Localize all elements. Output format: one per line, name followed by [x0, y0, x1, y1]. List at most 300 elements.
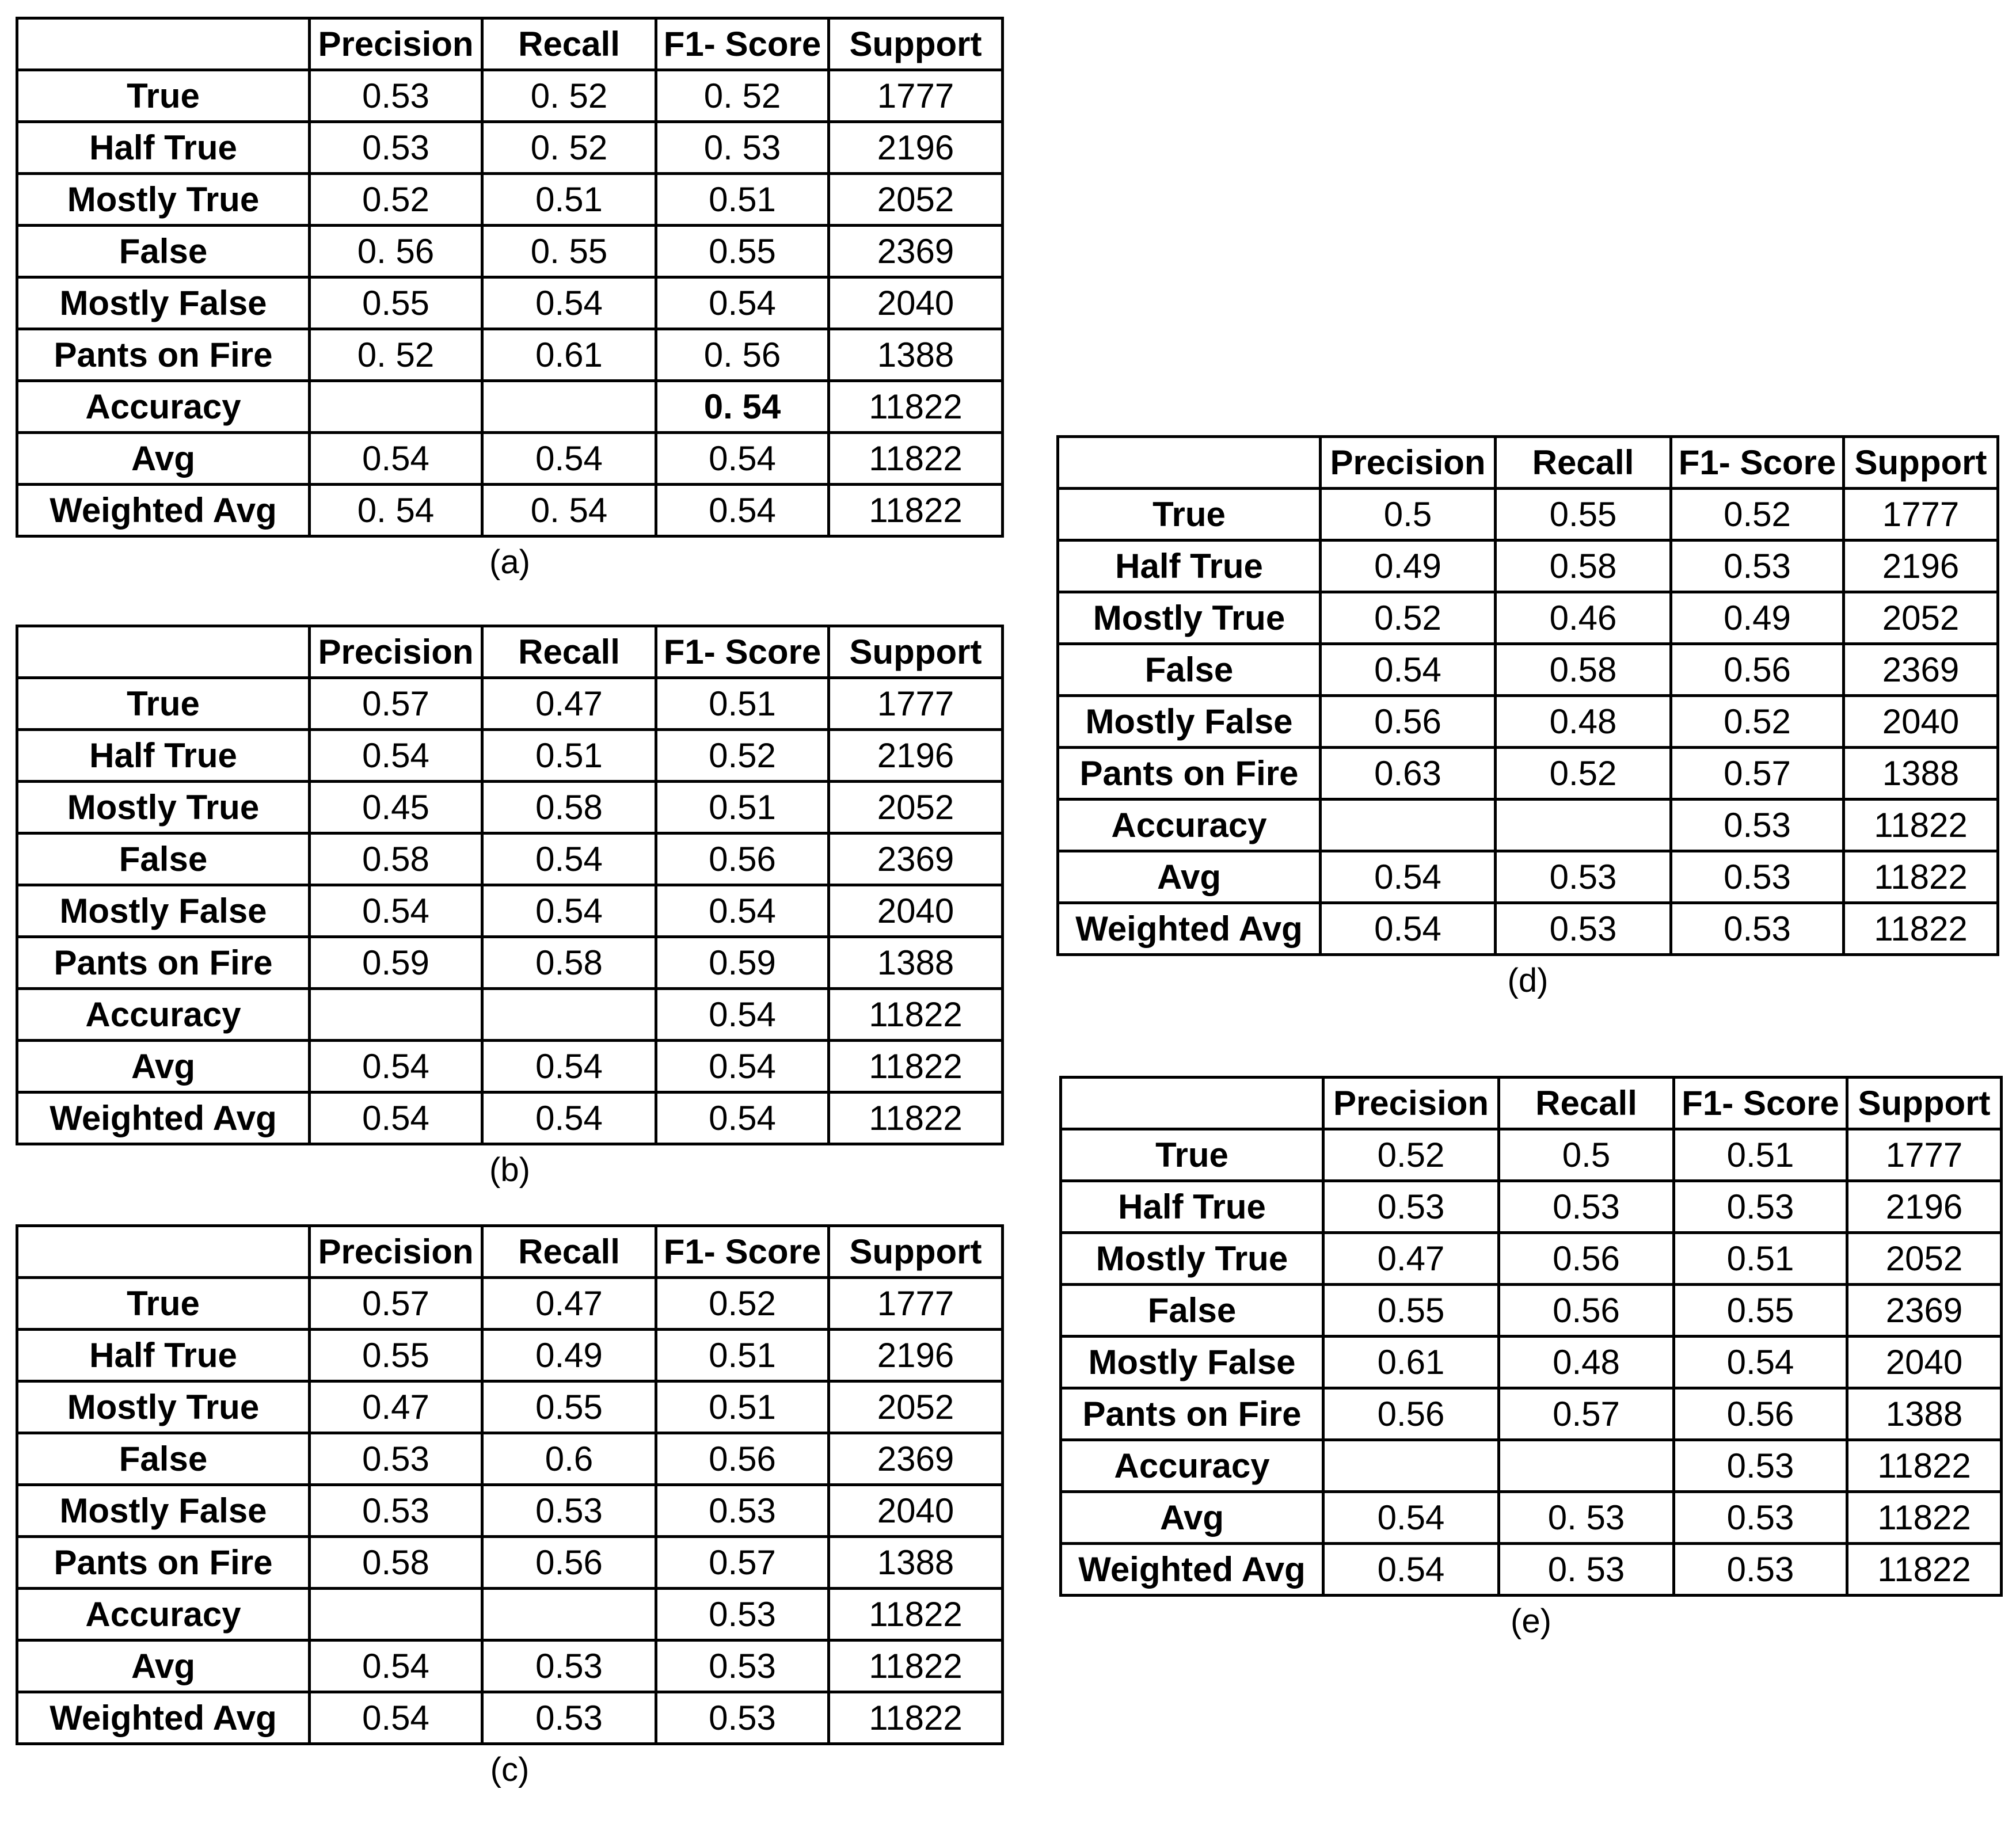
cell-precision	[310, 989, 482, 1041]
cell-support: 11822	[829, 433, 1003, 485]
row-label-avg: Avg	[17, 1041, 310, 1092]
cell-support: 2369	[829, 226, 1003, 277]
cell-recall: 0. 55	[482, 226, 656, 277]
cell-recall: 0. 52	[482, 122, 656, 174]
corner-cell	[1058, 437, 1321, 489]
row-label-accuracy: Accuracy	[1061, 1440, 1323, 1492]
column-header-precision: Precision	[1323, 1078, 1499, 1129]
cell-recall: 0.46	[1496, 592, 1671, 644]
row-label-mostly-false: Mostly False	[17, 885, 310, 937]
column-header-precision: Precision	[310, 18, 482, 70]
table-caption: (e)	[1511, 1602, 1551, 1640]
cell-precision: 0.58	[310, 1537, 482, 1589]
table-row	[17, 885, 1003, 937]
cell-recall: 0.58	[1496, 540, 1671, 592]
row-label-mostly-false: Mostly False	[1061, 1337, 1323, 1388]
table-row	[17, 1433, 1003, 1485]
cell-recall	[1496, 800, 1671, 851]
table-row	[1058, 644, 1998, 696]
cell-recall: 0.54	[482, 277, 656, 329]
row-label-true: True	[17, 70, 310, 122]
cell-support: 2052	[1844, 592, 1998, 644]
cell-precision: 0.54	[1323, 1544, 1499, 1596]
cell-precision: 0.53	[310, 1485, 482, 1537]
table-caption: (b)	[489, 1151, 530, 1189]
cell-precision: 0.5	[1321, 489, 1496, 540]
cell-support: 1388	[1844, 748, 1998, 800]
table-row	[1058, 540, 1998, 592]
table-row	[17, 122, 1003, 174]
cell-f1-score: 0. 53	[656, 122, 829, 174]
cell-f1-score: 0. 54	[656, 381, 829, 433]
header-row	[17, 18, 1003, 70]
cell-f1-score: 0.51	[656, 782, 829, 833]
table-row	[17, 433, 1003, 485]
cell-recall	[482, 989, 656, 1041]
cell-precision: 0.55	[310, 277, 482, 329]
metrics-table	[1056, 435, 1999, 956]
header-row	[17, 1226, 1003, 1278]
table-row	[1061, 1181, 2002, 1233]
cell-precision: 0.55	[310, 1330, 482, 1381]
cell-f1-score: 0. 56	[656, 329, 829, 381]
row-label-pants-on-fire: Pants on Fire	[1061, 1388, 1323, 1440]
cell-precision: 0.57	[310, 1278, 482, 1330]
cell-support: 11822	[1847, 1492, 2002, 1544]
table-row	[1061, 1233, 2002, 1285]
cell-f1-score: 0.53	[656, 1692, 829, 1744]
table-row	[17, 1092, 1003, 1144]
cell-f1-score: 0.54	[656, 1041, 829, 1092]
cell-f1-score: 0.53	[1674, 1181, 1847, 1233]
row-label-weighted-avg: Weighted Avg	[17, 485, 310, 536]
cell-f1-score: 0.57	[656, 1537, 829, 1589]
cell-support: 2040	[829, 1485, 1003, 1537]
cell-recall: 0.53	[482, 1640, 656, 1692]
table-caption: (d)	[1507, 962, 1549, 999]
cell-precision: 0.55	[1323, 1285, 1499, 1337]
row-label-pants-on-fire: Pants on Fire	[17, 1537, 310, 1589]
table-row	[17, 226, 1003, 277]
cell-recall: 0.56	[1499, 1285, 1674, 1337]
cell-support: 2040	[829, 277, 1003, 329]
cell-precision: 0.54	[1321, 644, 1496, 696]
corner-cell	[17, 18, 310, 70]
cell-precision: 0.54	[310, 730, 482, 782]
cell-f1-score: 0.54	[656, 989, 829, 1041]
cell-f1-score: 0.53	[656, 1589, 829, 1640]
cell-precision: 0.53	[310, 1433, 482, 1485]
table-row	[1061, 1285, 2002, 1337]
cell-recall: 0.6	[482, 1433, 656, 1485]
table-row	[17, 1589, 1003, 1640]
cell-support: 1388	[829, 1537, 1003, 1589]
cell-support: 2196	[1844, 540, 1998, 592]
column-header-precision: Precision	[310, 626, 482, 678]
row-label-half-true: Half True	[17, 1330, 310, 1381]
cell-support: 1777	[1847, 1129, 2002, 1181]
cell-support: 1388	[829, 937, 1003, 989]
cell-support: 11822	[829, 1041, 1003, 1092]
table-row	[17, 70, 1003, 122]
cell-support: 2040	[829, 885, 1003, 937]
cell-support: 2196	[829, 1330, 1003, 1381]
column-header-support: Support	[829, 18, 1003, 70]
cell-precision: 0.54	[310, 885, 482, 937]
cell-f1-score: 0.54	[656, 433, 829, 485]
cell-support: 11822	[1844, 903, 1998, 955]
cell-precision: 0.54	[1321, 851, 1496, 903]
row-label-mostly-false: Mostly False	[17, 1485, 310, 1537]
cell-recall: 0. 52	[482, 70, 656, 122]
cell-recall: 0.56	[482, 1537, 656, 1589]
row-label-half-true: Half True	[17, 122, 310, 174]
metrics-table	[16, 17, 1004, 538]
cell-support: 1777	[829, 70, 1003, 122]
cell-recall: 0.58	[482, 937, 656, 989]
cell-precision: 0.54	[310, 433, 482, 485]
row-label-weighted-avg: Weighted Avg	[1061, 1544, 1323, 1596]
cell-support: 1777	[829, 1278, 1003, 1330]
cell-recall: 0.56	[1499, 1233, 1674, 1285]
cell-f1-score: 0.53	[1671, 800, 1844, 851]
column-header-f1-score: F1- Score	[1674, 1078, 1847, 1129]
cell-precision: 0.54	[1323, 1492, 1499, 1544]
table-row	[17, 1537, 1003, 1589]
column-header-f1-score: F1- Score	[1671, 437, 1844, 489]
column-header-recall: Recall	[482, 626, 656, 678]
cell-recall: 0.51	[482, 174, 656, 226]
cell-support: 2040	[1844, 696, 1998, 748]
table-row	[17, 730, 1003, 782]
row-label-false: False	[17, 1433, 310, 1485]
cell-support: 2196	[829, 122, 1003, 174]
cell-recall: 0.48	[1496, 696, 1671, 748]
cell-precision	[310, 1589, 482, 1640]
row-label-accuracy: Accuracy	[17, 989, 310, 1041]
row-label-true: True	[17, 678, 310, 730]
cell-support: 2052	[829, 782, 1003, 833]
cell-f1-score: 0. 52	[656, 70, 829, 122]
column-header-recall: Recall	[482, 18, 656, 70]
cell-precision: 0.63	[1321, 748, 1496, 800]
table-row	[17, 1381, 1003, 1433]
cell-recall: 0.48	[1499, 1337, 1674, 1388]
cell-precision: 0.54	[310, 1041, 482, 1092]
table-row	[1058, 903, 1998, 955]
cell-f1-score: 0.52	[1671, 696, 1844, 748]
cell-precision: 0.57	[310, 678, 482, 730]
column-header-recall: Recall	[1499, 1078, 1674, 1129]
cell-support: 11822	[1847, 1440, 2002, 1492]
row-label-half-true: Half True	[17, 730, 310, 782]
table-row	[1058, 592, 1998, 644]
table-row	[17, 277, 1003, 329]
row-label-accuracy: Accuracy	[1058, 800, 1321, 851]
row-label-mostly-true: Mostly True	[17, 174, 310, 226]
row-label-mostly-true: Mostly True	[1061, 1233, 1323, 1285]
cell-precision: 0.52	[1323, 1129, 1499, 1181]
row-label-false: False	[1058, 644, 1321, 696]
table-row	[17, 989, 1003, 1041]
cell-support: 11822	[829, 1589, 1003, 1640]
cell-f1-score: 0.51	[656, 1381, 829, 1433]
cell-recall	[1499, 1440, 1674, 1492]
row-label-weighted-avg: Weighted Avg	[17, 1692, 310, 1744]
cell-precision: 0.56	[1321, 696, 1496, 748]
cell-support: 11822	[1844, 851, 1998, 903]
cell-recall: 0.55	[482, 1381, 656, 1433]
table-row	[17, 1485, 1003, 1537]
cell-precision: 0.47	[1323, 1233, 1499, 1285]
cell-support: 2052	[829, 1381, 1003, 1433]
cell-f1-score: 0.53	[656, 1640, 829, 1692]
cell-f1-score: 0.53	[1671, 540, 1844, 592]
cell-f1-score: 0.54	[656, 485, 829, 536]
cell-f1-score: 0.52	[1671, 489, 1844, 540]
cell-recall: 0.54	[482, 833, 656, 885]
table-panel-d	[1056, 435, 1999, 1001]
table-row	[17, 1278, 1003, 1330]
cell-recall: 0.52	[1496, 748, 1671, 800]
corner-cell	[17, 626, 310, 678]
table-panel-c	[16, 1224, 1004, 1790]
table-row	[17, 485, 1003, 536]
table-row	[17, 1692, 1003, 1744]
cell-recall: 0.58	[482, 782, 656, 833]
cell-recall: 0.53	[1496, 903, 1671, 955]
metrics-table	[16, 1224, 1004, 1745]
row-label-avg: Avg	[1058, 851, 1321, 903]
cell-precision: 0.52	[1321, 592, 1496, 644]
cell-f1-score: 0.52	[656, 730, 829, 782]
row-label-weighted-avg: Weighted Avg	[17, 1092, 310, 1144]
cell-recall: 0.53	[482, 1485, 656, 1537]
header-row	[1058, 437, 1998, 489]
cell-precision: 0.54	[1321, 903, 1496, 955]
cell-support: 1388	[1847, 1388, 2002, 1440]
row-label-pants-on-fire: Pants on Fire	[17, 329, 310, 381]
cell-precision: 0.53	[310, 70, 482, 122]
cell-precision: 0.54	[310, 1692, 482, 1744]
table-row	[17, 678, 1003, 730]
column-header-f1-score: F1- Score	[656, 1226, 829, 1278]
cell-f1-score: 0.59	[656, 937, 829, 989]
table-row	[1061, 1129, 2002, 1181]
cell-recall: 0.58	[1496, 644, 1671, 696]
cell-f1-score: 0.56	[656, 1433, 829, 1485]
cell-precision: 0.53	[1323, 1181, 1499, 1233]
row-label-mostly-true: Mostly True	[17, 782, 310, 833]
cell-f1-score: 0.53	[656, 1485, 829, 1537]
cell-support: 1777	[1844, 489, 1998, 540]
table-caption: (a)	[489, 543, 530, 581]
cell-recall	[482, 381, 656, 433]
cell-recall: 0.54	[482, 1041, 656, 1092]
cell-support: 2040	[1847, 1337, 2002, 1388]
row-label-half-true: Half True	[1061, 1181, 1323, 1233]
table-row	[17, 329, 1003, 381]
cell-precision: 0.59	[310, 937, 482, 989]
table-row	[1061, 1440, 2002, 1492]
cell-support: 11822	[829, 1692, 1003, 1744]
cell-f1-score: 0.53	[1671, 851, 1844, 903]
row-label-accuracy: Accuracy	[17, 381, 310, 433]
cell-precision: 0.49	[1321, 540, 1496, 592]
column-header-precision: Precision	[1321, 437, 1496, 489]
table-caption: (c)	[490, 1751, 530, 1788]
metrics-table	[16, 625, 1004, 1145]
row-label-mostly-true: Mostly True	[17, 1381, 310, 1433]
cell-f1-score: 0.56	[1674, 1388, 1847, 1440]
metrics-table	[1059, 1076, 2003, 1597]
cell-recall: 0.51	[482, 730, 656, 782]
cell-precision: 0. 52	[310, 329, 482, 381]
cell-recall: 0.47	[482, 678, 656, 730]
header-row	[17, 626, 1003, 678]
column-header-support: Support	[829, 1226, 1003, 1278]
table-row	[1058, 800, 1998, 851]
column-header-support: Support	[1844, 437, 1998, 489]
cell-recall: 0.53	[1499, 1181, 1674, 1233]
table-row	[17, 1041, 1003, 1092]
cell-support: 11822	[829, 989, 1003, 1041]
table-row	[17, 1330, 1003, 1381]
table-row	[17, 937, 1003, 989]
cell-f1-score: 0.51	[656, 1330, 829, 1381]
header-row	[1061, 1078, 2002, 1129]
row-label-true: True	[1058, 489, 1321, 540]
row-label-false: False	[17, 226, 310, 277]
cell-f1-score: 0.49	[1671, 592, 1844, 644]
column-header-support: Support	[1847, 1078, 2002, 1129]
row-label-mostly-false: Mostly False	[1058, 696, 1321, 748]
row-label-avg: Avg	[17, 1640, 310, 1692]
row-label-true: True	[1061, 1129, 1323, 1181]
cell-f1-score: 0.56	[1671, 644, 1844, 696]
cell-support: 11822	[829, 485, 1003, 536]
row-label-accuracy: Accuracy	[17, 1589, 310, 1640]
cell-f1-score: 0.53	[1674, 1544, 1847, 1596]
table-row	[17, 1640, 1003, 1692]
cell-recall: 0.61	[482, 329, 656, 381]
cell-support: 2052	[829, 174, 1003, 226]
column-header-recall: Recall	[482, 1226, 656, 1278]
row-label-avg: Avg	[1061, 1492, 1323, 1544]
column-header-precision: Precision	[310, 1226, 482, 1278]
table-row	[1058, 696, 1998, 748]
cell-f1-score: 0.54	[1674, 1337, 1847, 1388]
cell-support: 11822	[829, 1092, 1003, 1144]
cell-precision	[310, 381, 482, 433]
cell-f1-score: 0.56	[656, 833, 829, 885]
cell-precision: 0.47	[310, 1381, 482, 1433]
cell-f1-score: 0.53	[1674, 1492, 1847, 1544]
cell-precision: 0.54	[310, 1640, 482, 1692]
corner-cell	[17, 1226, 310, 1278]
cell-recall: 0.53	[482, 1692, 656, 1744]
cell-precision: 0. 56	[310, 226, 482, 277]
cell-support: 2369	[1847, 1285, 2002, 1337]
row-label-false: False	[17, 833, 310, 885]
cell-recall: 0.57	[1499, 1388, 1674, 1440]
cell-precision: 0.45	[310, 782, 482, 833]
table-row	[1061, 1492, 2002, 1544]
corner-cell	[1061, 1078, 1323, 1129]
table-row	[1058, 489, 1998, 540]
row-label-mostly-false: Mostly False	[17, 277, 310, 329]
cell-f1-score: 0.57	[1671, 748, 1844, 800]
row-label-weighted-avg: Weighted Avg	[1058, 903, 1321, 955]
column-header-f1-score: F1- Score	[656, 18, 829, 70]
row-label-half-true: Half True	[1058, 540, 1321, 592]
cell-support: 2369	[1844, 644, 1998, 696]
row-label-pants-on-fire: Pants on Fire	[17, 937, 310, 989]
cell-recall: 0.55	[1496, 489, 1671, 540]
cell-recall: 0.54	[482, 1092, 656, 1144]
cell-precision: 0.54	[310, 1092, 482, 1144]
cell-recall: 0.54	[482, 433, 656, 485]
cell-precision: 0.56	[1323, 1388, 1499, 1440]
cell-recall: 0.54	[482, 885, 656, 937]
column-header-f1-score: F1- Score	[656, 626, 829, 678]
table-row	[1061, 1337, 2002, 1388]
table-row	[1061, 1544, 2002, 1596]
cell-support: 1388	[829, 329, 1003, 381]
cell-f1-score: 0.54	[656, 1092, 829, 1144]
cell-precision: 0.58	[310, 833, 482, 885]
cell-support: 2369	[829, 833, 1003, 885]
row-label-false: False	[1061, 1285, 1323, 1337]
cell-precision	[1323, 1440, 1499, 1492]
cell-recall: 0.47	[482, 1278, 656, 1330]
cell-support: 2196	[1847, 1181, 2002, 1233]
cell-support: 11822	[1844, 800, 1998, 851]
cell-f1-score: 0.51	[1674, 1129, 1847, 1181]
table-panel-e	[1059, 1076, 2003, 1642]
cell-recall: 0. 53	[1499, 1544, 1674, 1596]
cell-precision: 0.52	[310, 174, 482, 226]
cell-f1-score: 0.54	[656, 277, 829, 329]
cell-support: 11822	[829, 381, 1003, 433]
cell-support: 2369	[829, 1433, 1003, 1485]
cell-support: 11822	[1847, 1544, 2002, 1596]
table-row	[1058, 851, 1998, 903]
row-label-avg: Avg	[17, 433, 310, 485]
cell-recall: 0. 53	[1499, 1492, 1674, 1544]
column-header-support: Support	[829, 626, 1003, 678]
table-panel-a	[16, 17, 1004, 583]
cell-precision: 0. 54	[310, 485, 482, 536]
column-header-recall: Recall	[1496, 437, 1671, 489]
table-row	[17, 782, 1003, 833]
cell-f1-score: 0.55	[656, 226, 829, 277]
cell-precision: 0.53	[310, 122, 482, 174]
cell-precision: 0.61	[1323, 1337, 1499, 1388]
cell-recall	[482, 1589, 656, 1640]
cell-f1-score: 0.51	[656, 678, 829, 730]
cell-support: 2052	[1847, 1233, 2002, 1285]
cell-f1-score: 0.51	[656, 174, 829, 226]
table-row	[1061, 1388, 2002, 1440]
cell-f1-score: 0.51	[1674, 1233, 1847, 1285]
table-row	[1058, 748, 1998, 800]
cell-f1-score: 0.53	[1674, 1440, 1847, 1492]
cell-f1-score: 0.55	[1674, 1285, 1847, 1337]
cell-f1-score: 0.52	[656, 1278, 829, 1330]
cell-f1-score: 0.54	[656, 885, 829, 937]
table-panel-b	[16, 625, 1004, 1190]
